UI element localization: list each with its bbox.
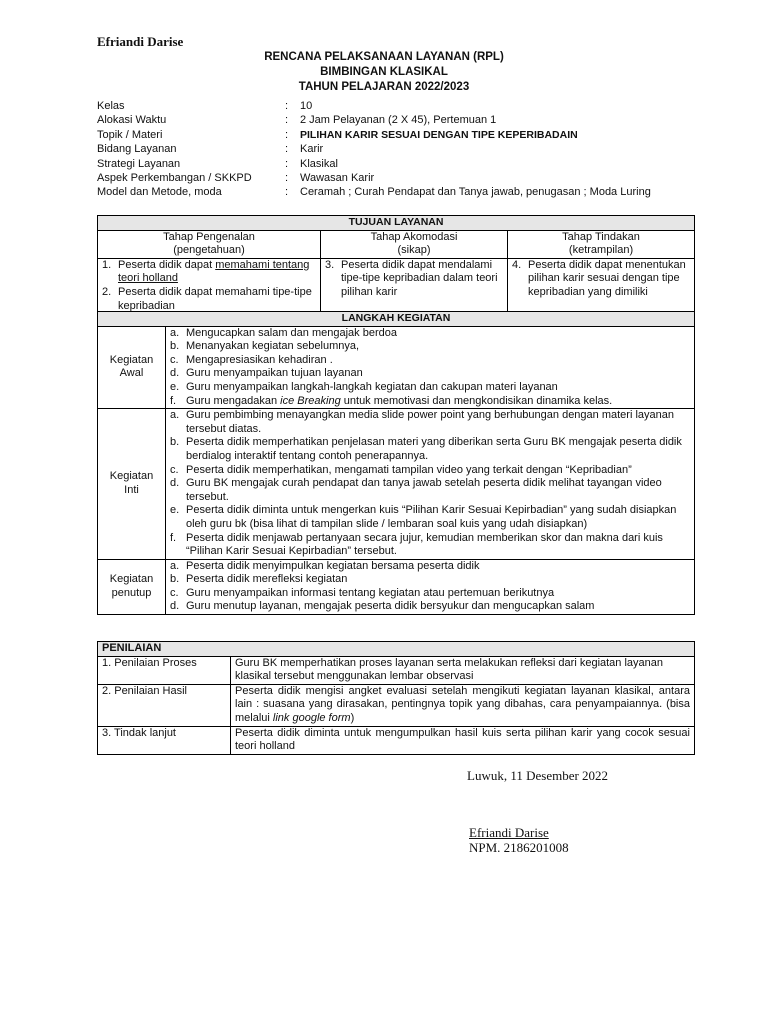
tujuan-col3-cell xyxy=(508,258,695,313)
col-sub: (sikap) xyxy=(397,244,431,257)
meta-row-model: Model dan Metode, moda : Ceramah ; Curah Pendapat dan Tanya jawab, penugasan ; Moda Luring xyxy=(97,186,651,199)
penilaian-heading: PENILAIAN xyxy=(98,642,695,657)
list-item: 2. Peserta didik dapat memahami tipe-tipe kepribadian xyxy=(102,285,312,312)
kegiatan-awal-cell xyxy=(166,326,695,409)
col-sub: (pengetahuan) xyxy=(173,244,245,257)
signature-name: Efriandi Darise xyxy=(469,825,549,840)
meta-key: Strategi Layanan xyxy=(97,157,181,170)
meta-value: Ceramah ; Curah Pendapat dan Tanya jawab, penugasan ; Moda Luring xyxy=(300,186,651,199)
meta-value: Karir xyxy=(300,143,324,156)
col-header-pengenalan xyxy=(98,230,321,258)
meta-key: Topik / Materi xyxy=(97,128,163,141)
kegiatan-awal-label: Kegiatan Awal xyxy=(98,326,166,409)
kegiatan-inti-label: Kegiatan Inti xyxy=(98,409,166,560)
meta-row-bidang: Bidang Layanan : Karir xyxy=(97,143,324,156)
meta-value: PILIHAN KARIR SESUAI DENGAN TIPE KEPERIBADAIN xyxy=(300,128,578,141)
date-line: Luwuk, 11 Desember 2022 xyxy=(467,768,609,783)
kegiatan-penutup-cell xyxy=(166,559,695,614)
list-item: d. Guru menyampaikan tujuan layanan xyxy=(170,367,363,380)
meta-row-topik: Topik / Materi : PILIHAN KARIR SESUAI DENGAN TIPE KEPERIBADAIN xyxy=(97,128,578,141)
meta-value: 10 xyxy=(300,100,313,112)
list-item: 4. Peserta didik dapat menentukan pilihan karir sesuai dengan tipe kepribadian yang dimiliki xyxy=(512,258,686,298)
document-title-block xyxy=(0,50,768,95)
list-item: c. Peserta didik memperhatikan, mengamati tampilan video yang terkait dengan “Kepribadian” xyxy=(170,463,632,476)
tujuan-heading: TUJUAN LAYANAN xyxy=(98,216,695,231)
tujuan-layanan-table xyxy=(97,215,695,314)
langkah-kegiatan-table xyxy=(97,311,695,615)
meta-row-aspek: Aspek Perkembangan / SKKPD : Wawasan Karir xyxy=(97,172,375,185)
meta-value: Klasikal xyxy=(300,157,338,170)
document-title: RENCANA PELAKSANAAN LAYANAN (RPL) xyxy=(264,51,504,63)
meta-row-kelas: Kelas : 10 xyxy=(97,100,313,112)
meta-value: 2 Jam Pelayanan (2 X 45), Pertemuan 1 xyxy=(300,114,497,127)
col-header-tindakan xyxy=(508,230,695,258)
list-item: a. Mengucapkan salam dan mengajak berdoa xyxy=(170,326,397,339)
meta-key: Aspek Perkembangan / SKKPD xyxy=(97,172,252,185)
penilaian-label: 2. Penilaian Hasil xyxy=(98,684,231,726)
penilaian-text: Peserta didik mengisi angket evaluasi setelah mengikuti kegiatan layanan klasikal, antara lain : suasana yang dirasakan, pentingnya topik yang dibahas, cara penyampaiannya. (bisa melalui link google form) xyxy=(231,684,695,726)
kegiatan-inti-cell xyxy=(166,409,695,560)
meta-key: Bidang Layanan xyxy=(97,143,177,156)
langkah-heading: LANGKAH KEGIATAN xyxy=(98,312,695,327)
penilaian-text: Peserta didik diminta untuk mengumpulkan hasil kuis serta pilihan karir yang cocok sesuai teori holland xyxy=(231,726,695,754)
list-item: d. Guru menutup layanan, mengajak peserta didik bersyukur dan mengucapkan salam xyxy=(170,600,595,613)
col-title: Tahap Tindakan xyxy=(562,230,640,243)
list-item: e. Guru menyampaikan langkah-langkah kegiatan dan cakupan materi layanan xyxy=(170,380,558,393)
author-name-top: Efriandi Darise xyxy=(97,34,184,49)
list-item: c. Guru menyampaikan informasi tentang kegiatan atau pertemuan berikutnya xyxy=(170,586,555,599)
penilaian-text: Guru BK memperhatikan proses layanan serta melakukan refleksi dari kegiatan layanan klasikal tersebut menggunakan lembar observasi xyxy=(231,656,695,684)
penilaian-table xyxy=(97,641,695,755)
meta-key: Alokasi Waktu xyxy=(97,114,167,127)
list-item: b. Peserta didik memperhatikan penjelasan materi yang diberikan serta Guru BK mengajak peserta didik berdialog interaktif tentang contoh penerapannya. xyxy=(170,436,682,462)
meta-info xyxy=(97,99,651,200)
list-item: 1. Peserta didik dapat memahami tentang teori holland xyxy=(102,258,310,285)
signature-npm: NPM. 2186201008 xyxy=(469,840,569,855)
meta-value: Wawasan Karir xyxy=(300,172,375,185)
meta-key: Model dan Metode, moda xyxy=(97,186,222,199)
list-item: b. Menanyakan kegiatan sebelumnya, xyxy=(170,340,360,353)
list-item: b. Peserta didik merefleksi kegiatan xyxy=(170,573,348,586)
list-item: c. Mengapresiasikan kehadiran . xyxy=(170,353,333,366)
document-subtitle: BIMBINGAN KLASIKAL xyxy=(320,66,448,78)
meta-row-alokasi: Alokasi Waktu : 2 Jam Pelayanan (2 X 45), Pertemuan 1 xyxy=(97,114,497,127)
list-item: d. Guru BK mengajak curah pendapat dan tanya jawab setelah peserta didik melihat tayangan video tersebut. xyxy=(170,477,662,503)
list-item: e. Peserta didik diminta untuk mengerkan kuis “Pilihan Karir Sesuai Kepirbadian” yang sudah disiapkan oleh guru bk (bisa lihat di tampilan slide / lembaran soal kuis yang udah disiapkan) xyxy=(170,504,677,530)
kegiatan-penutup-label: Kegiatan penutup xyxy=(98,559,166,614)
list-item: f. Peserta didik menjawab pertanyaan secara jujur, kemudian memberikan skor dan makna dari kuis “Pilihan Karir Sesuai Kepirbadian” tersebut. xyxy=(170,531,663,558)
penilaian-label: 3. Tindak lanjut xyxy=(98,726,231,754)
col-header-akomodasi xyxy=(321,230,508,258)
col-sub: (ketrampilan) xyxy=(568,244,634,257)
academic-year: TAHUN PELAJARAN 2022/2023 xyxy=(298,81,470,93)
list-item: f. Guru mengadakan ice Breaking untuk memotivasi dan mengkondisikan dinamika kelas. xyxy=(170,394,613,407)
col-title: Tahap Akomodasi xyxy=(370,230,458,243)
penilaian-label: 1. Penilaian Proses xyxy=(98,656,231,684)
tujuan-col1-cell xyxy=(98,258,321,313)
meta-key: Kelas xyxy=(97,100,125,112)
list-item: 3. Peserta didik dapat mendalami tipe-tipe kepribadian dalam teori pilihan karir xyxy=(325,258,498,298)
tujuan-col2-cell xyxy=(321,258,508,313)
list-item: a. Guru pembimbing menayangkan media slide power point yang berhubungan dengan materi layanan tersebut diatas. xyxy=(170,409,674,435)
signature-block xyxy=(469,825,569,855)
col-title: Tahap Pengenalan xyxy=(163,230,255,243)
meta-row-strategi: Strategi Layanan : Klasikal xyxy=(97,157,338,170)
list-item: a. Peserta didik menyimpulkan kegiatan bersama peserta didik xyxy=(170,559,480,572)
